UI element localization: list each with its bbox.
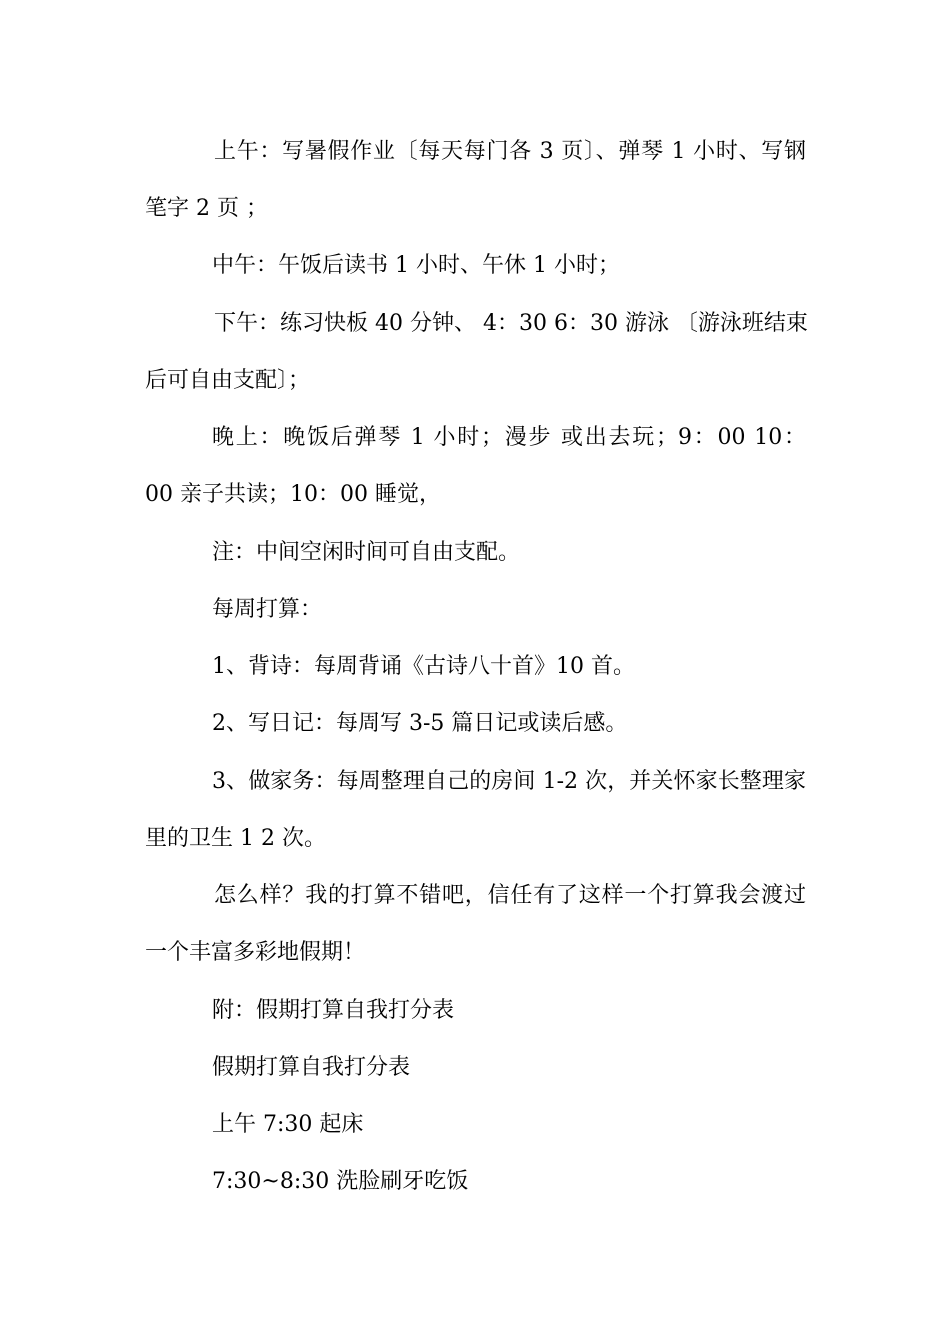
heading-weekly-plan: 每周打算： [212,597,323,622]
weekly-item-2: 2、写日记：每周写 3-5 篇日记或读后感。 [212,711,628,736]
paragraph-evening-line-1: 晚上：晚饭后弹琴 1 小时；漫步 或出去玩；9：00 10： [212,425,806,450]
table-title: 假期打算自我打分表 [212,1055,411,1080]
schedule-row-wakeup: 上午 7:30 起床 [212,1112,364,1137]
paragraph-note: 注：中间空闲时间可自由支配。 [212,540,521,565]
paragraph-noon: 中午：午饭后读书 1 小时、午休 1 小时； [212,253,620,278]
paragraph-morning-line-1: 上午：写暑假作业〔每天每门各 3 页〕、弹琴 1 小时、写钢 [214,139,806,164]
weekly-item-1: 1、背诗：每周背诵《古诗八十首》10 首。 [212,654,635,679]
weekly-item-3-line-1: 3、做家务：每周整理自己的房间 1-2 次，并关怀家长整理家 [212,769,806,794]
paragraph-evening-line-2: 00 亲子共读；10：00 睡觉， [145,482,441,507]
paragraph-afternoon-line-1: 下午：练习快板 40 分钟、 4：30 6：30 游泳 〔游泳班结束 [214,311,808,336]
paragraph-morning-line-2: 笔字 2 页 ； [145,196,268,221]
appendix-title: 附：假期打算自我打分表 [212,998,455,1023]
paragraph-conclusion-line-1: 怎么样？我的打算不错吧，信任有了这样一个打算我会渡过 [214,883,806,908]
weekly-item-3-line-2: 里的卫生 1 2 次。 [145,826,326,851]
paragraph-afternoon-line-2: 后可自由支配〕； [145,368,311,393]
paragraph-conclusion-line-2: 一个丰富多彩地假期！ [145,940,366,965]
schedule-row-breakfast: 7:30~8:30 洗脸刷牙吃饭 [212,1169,469,1194]
